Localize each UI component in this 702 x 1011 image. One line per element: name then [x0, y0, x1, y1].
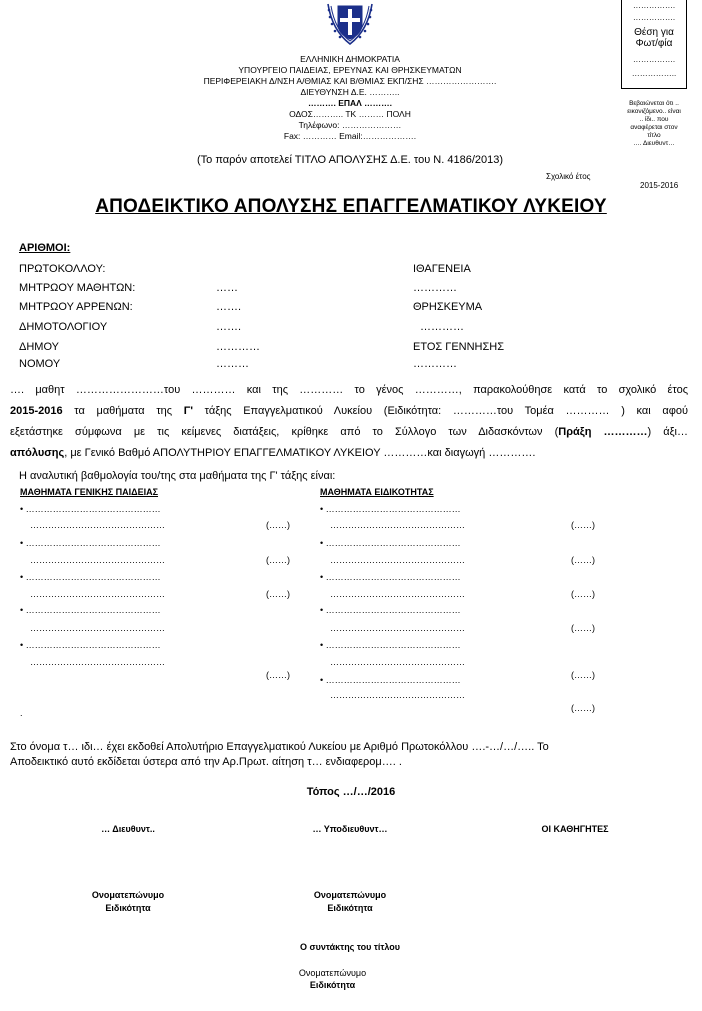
- teachers-title: ΟΙ ΚΑΘΗΓΗΤΕΣ: [541, 824, 609, 834]
- subject-line: • ………………………………………: [320, 572, 461, 582]
- note-line: αναφέρεται στον: [630, 124, 678, 131]
- compiler-specialty: Ειδικότητα: [309, 980, 356, 990]
- compiler-fullname: Ονοματεπώνυμο: [298, 968, 367, 978]
- subject-line: • ………………………………………: [20, 640, 161, 650]
- page-title: ΑΠΟΔΕΙΚΤΙΚΟ ΑΠΟΛΥΣΗΣ ΕΠΑΓΓΕΛΜΑΤΙΚΟΥ ΛΥΚΕΙΟΥ: [95, 196, 607, 217]
- school-year-text: 2015-2016: [10, 405, 63, 417]
- protocol-label: ΠΡΩΤΟΚΟΛΛΟΥ:: [19, 263, 106, 275]
- grade-slot: (……): [571, 520, 595, 530]
- subject-line: • ………………………………………: [320, 605, 461, 615]
- paragraph-text: ) άξι…: [647, 426, 689, 438]
- note-line: …. Διευθυντ…: [633, 140, 675, 147]
- school-year-value: 2015-2016: [640, 181, 679, 190]
- subject-line: ………………………………………: [30, 555, 165, 565]
- grade-slot: (……): [571, 703, 595, 713]
- header-line: ΠΕΡΙΦΕΡΕΙΑΚΗ Δ/ΝΣΗ Α/ΘΜΙΑΣ ΚΑΙ Β/ΘΜΙΑΣ ΕΚΠ/ΣΗΣ …………………….: [203, 76, 497, 86]
- deputy-director-title: … Υποδιευθυντ…: [312, 824, 388, 834]
- paragraph-line: …. μαθητ ……………………του ………… και της ………… το γένος …………, παρακολούθησε κατά το σχολικό έτος: [10, 384, 688, 396]
- subject-line: ………………………………………: [330, 589, 465, 599]
- birth-year-label: ΕΤΟΣ ΓΕΝΝΗΣΗΣ: [413, 341, 505, 353]
- numbers-heading: ΑΡΙΘΜΟΙ:: [19, 242, 71, 254]
- paragraph-text: τάξης Επαγγελματικού Λυκείου (Ειδικότητα: …………του Τομέα ………… ) και αφού: [193, 405, 688, 417]
- paragraph-line: [10, 443, 688, 464]
- municipality-label: ΔΗΜΟΥ: [19, 341, 59, 353]
- header-line: ΔΙΕΥΘΥΝΣΗ Δ.Ε. ………..: [300, 87, 400, 97]
- note-line: τίτλο: [647, 132, 661, 139]
- main-paragraph: [10, 380, 688, 464]
- student-register-label: ΜΗΤΡΩΟΥ ΜΑΘΗΤΩΝ:: [19, 282, 136, 294]
- prefecture-value: ………: [216, 358, 249, 370]
- director-specialty: Ειδικότητα: [105, 903, 151, 913]
- header-line: Τηλέφωνο: …………………: [298, 120, 402, 130]
- place-date: Τόπος …/…/2016: [306, 786, 396, 798]
- subject-line: • ………………………………………: [320, 504, 461, 514]
- director-fullname: Ονοματεπώνυμο: [91, 890, 165, 900]
- subject-line: ………………………………………: [30, 520, 165, 530]
- photo-dots: ……………..: [631, 69, 677, 78]
- paragraph-text: , με Γενικό Βαθμό ΑΠΟΛΥΤΗΡΙΟΥ ΕΠΑΓΓΕΛΜΑΤΙΚΟΥ ΛΥΚΕΙΟΥ …………και διαγωγή ………….: [64, 447, 536, 459]
- grade-slot: (……): [571, 623, 595, 633]
- subject-line: • ………………………………………: [20, 605, 161, 615]
- grade-slot: (……): [571, 670, 595, 680]
- header-line: ΥΠΟΥΡΓΕΙΟ ΠΑΙΔΕΙΑΣ, ΕΡΕΥΝΑΣ ΚΑΙ ΘΡΗΣΚΕΥΜΑΤΩΝ: [238, 65, 462, 75]
- subject-line: ………………………………………: [30, 589, 165, 599]
- photo-label: Θέση για: [634, 27, 674, 38]
- paragraph-text: εξετάστηκε σύμφωνα με τις κείμενες διατάξεις, κρίθηκε από το Σύλλογο των Διδασκόντων (: [10, 426, 559, 438]
- closing-line: Στο όνομα τ… ιδι… έχει εκδοθεί Απολυτήριο Επαγγελματικού Λυκείου με Αριθμό Πρωτοκόλλου ….-…/…/….. Το: [10, 741, 549, 753]
- paragraph-line: [10, 422, 688, 443]
- header-block: [150, 54, 550, 142]
- compiler-title: Ο συντάκτης του τίτλου: [299, 942, 401, 952]
- birth-year-value: …………: [413, 358, 457, 370]
- subject-line: • ………………………………………: [320, 538, 461, 548]
- deputy-fullname: Ονοματεπώνυμο: [313, 890, 387, 900]
- deputy-specialty: Ειδικότητα: [327, 903, 373, 913]
- act-text: Πράξη …………: [558, 426, 648, 438]
- header-legal-note: (Το παρόν αποτελεί ΤΙΤΛΟ ΑΠΟΛΥΣΗΣ Δ.Ε. του Ν. 4186/2013): [196, 154, 504, 166]
- subject-line: ………………………………………: [30, 657, 165, 667]
- male-register-label: ΜΗΤΡΩΟΥ ΑΡΡΕΝΩΝ:: [19, 301, 133, 313]
- nationality-label: ΙΘΑΓΕΝΕΙΑ: [413, 263, 471, 275]
- grade-slot: (……): [266, 589, 290, 599]
- religion-label: ΘΡΗΣΚΕΥΜΑ: [413, 301, 483, 313]
- photo-label: Φωτ/φία: [635, 38, 673, 49]
- grade-slot: (……): [571, 589, 595, 599]
- header-line: ………. ΕΠΑΛ ……….: [307, 98, 393, 108]
- subject-line: • ………………………………………: [20, 572, 161, 582]
- closing-paragraph: [10, 740, 624, 770]
- student-register-value: ……: [216, 282, 238, 294]
- subject-line: ………………………………………: [330, 657, 465, 667]
- subject-line: ………………………………………: [330, 520, 465, 530]
- grade-level-text: Γ': [183, 405, 193, 417]
- general-subjects-heading: ΜΑΘΗΜΑΤΑ ΓΕΝΙΚΗΣ ΠΑΙΔΕΙΑΣ: [20, 487, 159, 497]
- subject-line: ………………………………………: [330, 690, 465, 700]
- subject-line: • ………………………………………: [320, 675, 461, 685]
- photo-box: [621, 0, 687, 89]
- male-register-value: …….: [216, 301, 242, 313]
- subject-line: • ………………………………………: [20, 538, 161, 548]
- subject-line: • ………………………………………: [320, 640, 461, 650]
- photo-dots: …………….: [632, 55, 676, 64]
- civil-register-label: ΔΗΜΟΤΟΛΟΓΙΟΥ: [19, 321, 108, 333]
- photo-dots: …………….: [632, 1, 676, 10]
- paragraph-text: τα μαθήματα της: [62, 405, 184, 417]
- grade-slot: (……): [571, 555, 595, 565]
- nationality-value: …………: [413, 282, 457, 294]
- subject-line: • ………………………………………: [20, 504, 161, 514]
- header-line: ΟΔΟΣ……….. ΤΚ ……… ΠΟΛΗ: [289, 109, 411, 119]
- municipality-value: …………: [216, 341, 260, 353]
- paragraph-line: [10, 401, 688, 422]
- prefecture-label: ΝΟΜΟΥ: [19, 358, 61, 370]
- grades-intro: Η αναλυτική βαθμολογία του/της στα μαθήματα της Γ' τάξης είναι:: [19, 470, 336, 482]
- closing-line: Αποδεικτικό αυτό εκδίδεται ύστερα από την Αρ.Πρωτ. αίτηση τ… ενδιαφερομ…. .: [10, 756, 402, 768]
- subject-line: ………………………………………: [330, 555, 465, 565]
- grade-slot: (……): [266, 670, 290, 680]
- specialty-subjects-heading: ΜΑΘΗΜΑΤΑ ΕΙΔΙΚΟΤΗΤΑΣ: [320, 487, 434, 497]
- greek-emblem-icon: [322, 0, 378, 50]
- subject-line: ………………………………………: [330, 623, 465, 633]
- photo-dots: …………….: [632, 13, 676, 22]
- header-line: Fax: ………… Email:……………….: [283, 131, 417, 141]
- school-year-label: Σχολικό έτος: [546, 172, 591, 181]
- header-line: ΕΛΛΗΝΙΚΗ ΔΗΜΟΚΡΑΤΙΑ: [300, 54, 400, 64]
- graduation-text: απόλυσης: [10, 447, 65, 459]
- note-line: .. ίδι.. που: [639, 116, 669, 123]
- religion-value: …………: [420, 321, 464, 333]
- grade-slot: (……): [266, 520, 290, 530]
- photo-certification-note: [620, 100, 688, 148]
- note-line: Βεβαιώνεται ότι ..: [629, 100, 679, 107]
- note-line: εικονιζόμενο.. είναι: [627, 108, 681, 115]
- grade-slot: (……): [266, 555, 290, 565]
- civil-register-value: …….: [216, 321, 242, 333]
- subject-line: ………………………………………: [30, 623, 165, 633]
- director-title: … Διευθυντ..: [101, 824, 155, 834]
- stray-dot: .: [20, 708, 23, 718]
